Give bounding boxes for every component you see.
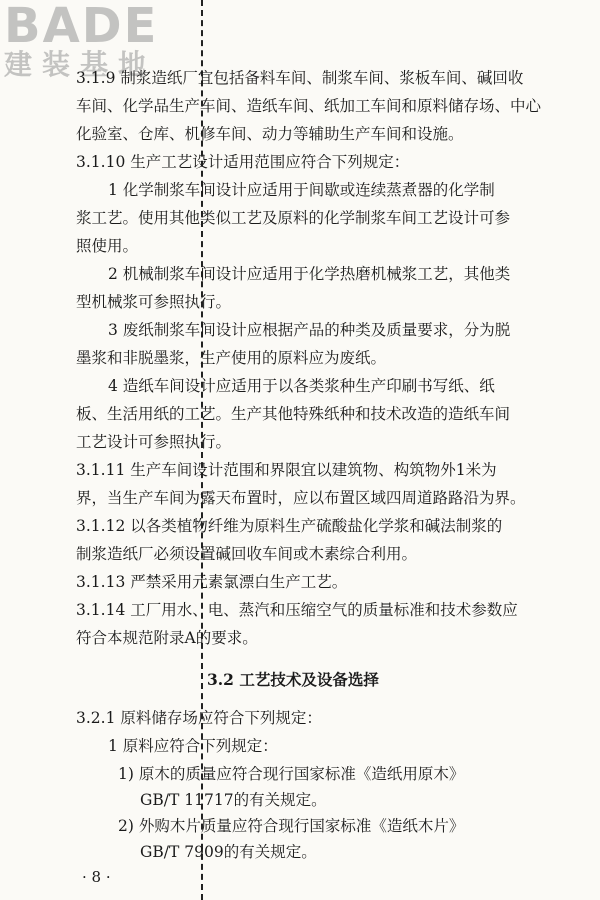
- item-2-line2: 型机械浆可参照执行。: [76, 293, 232, 311]
- item-2-line1: 2 机械制浆车间设计应适用于化学热磨机械浆工艺，其他类: [108, 265, 511, 283]
- item-1-line3: 照使用。: [76, 237, 139, 255]
- clause-3-1-11-line2: 界，当生产车间为露天布置时，应以布置区域四周道路路沿为界。: [76, 489, 526, 507]
- clause-3-1-14-line1: 3.1.14 工厂用水、电、蒸汽和压缩空气的质量标准和技术参数应: [76, 601, 518, 619]
- clause-3-2-1-item-1: 1 原料应符合下列规定：: [108, 737, 278, 755]
- clause-3-2-1: 3.2.1 原料储存场应符合下列规定：: [76, 709, 322, 727]
- item-3-line1: 3 废纸制浆车间设计应根据产品的种类及质量要求，分为脱: [108, 321, 511, 339]
- item-4-line2: 板、生活用纸的工艺。生产其他特殊纸种和技术改造的造纸车间: [76, 405, 511, 423]
- item-1-line1: 1 化学制浆车间设计应适用于间歇或连续蒸煮器的化学制: [108, 181, 495, 199]
- section-heading-3-2: 3.2 工艺技术及设备选择: [207, 670, 379, 689]
- subitem-1-line1: 1) 原木的质量应符合现行国家标准《造纸用原木》: [118, 765, 465, 783]
- clause-3-1-14-line2: 符合本规范附录A的要求。: [76, 629, 258, 647]
- clause-3-1-11-line1: 3.1.11 生产车间设计范围和界限宜以建筑物、构筑物外1米为: [76, 461, 497, 479]
- item-3-line2: 墨浆和非脱墨浆，生产使用的原料应为废纸。: [76, 349, 387, 367]
- clause-3-1-12-line1: 3.1.12 以各类植物纤维为原料生产硫酸盐化学浆和碱法制浆的: [76, 517, 503, 535]
- clause-3-1-12-line2: 制浆造纸厂必须设置碱回收车间或木素综合利用。: [76, 545, 418, 563]
- subitem-1-line2: GB/T 11717的有关规定。: [140, 791, 327, 809]
- clause-3-1-13: 3.1.13 严禁采用元素氯漂白生产工艺。: [76, 573, 348, 591]
- watermark-subtitle: 建装基地: [4, 48, 157, 81]
- clause-3-1-9-line3: 化验室、仓库、机修车间、动力等辅助生产车间和设施。: [76, 125, 464, 143]
- subitem-2-line1: 2) 外购木片质量应符合现行国家标准《造纸木片》: [118, 817, 465, 835]
- page-number: · 8 ·: [82, 868, 111, 886]
- clause-3-1-10-heading: 3.1.10 生产工艺设计适用范围应符合下列规定：: [76, 153, 410, 171]
- item-4-line1: 4 造纸车间设计应适用于以各类浆种生产印刷书写纸、纸: [108, 377, 495, 395]
- item-4-line3: 工艺设计可参照执行。: [76, 433, 232, 451]
- item-1-line2: 浆工艺。使用其他类似工艺及原料的化学制浆车间工艺设计可参: [76, 209, 511, 227]
- watermark-brand: BADE: [4, 0, 159, 54]
- clause-3-1-9-line1: 3.1.9 制浆造纸厂宜包括备料车间、制浆车间、浆板车间、碱回收: [76, 69, 524, 87]
- subitem-2-line2: GB/T 7909的有关规定。: [140, 843, 317, 861]
- clause-3-1-9-line2: 车间、化学品生产车间、造纸车间、纸加工车间和原料储存场、中心: [76, 97, 542, 115]
